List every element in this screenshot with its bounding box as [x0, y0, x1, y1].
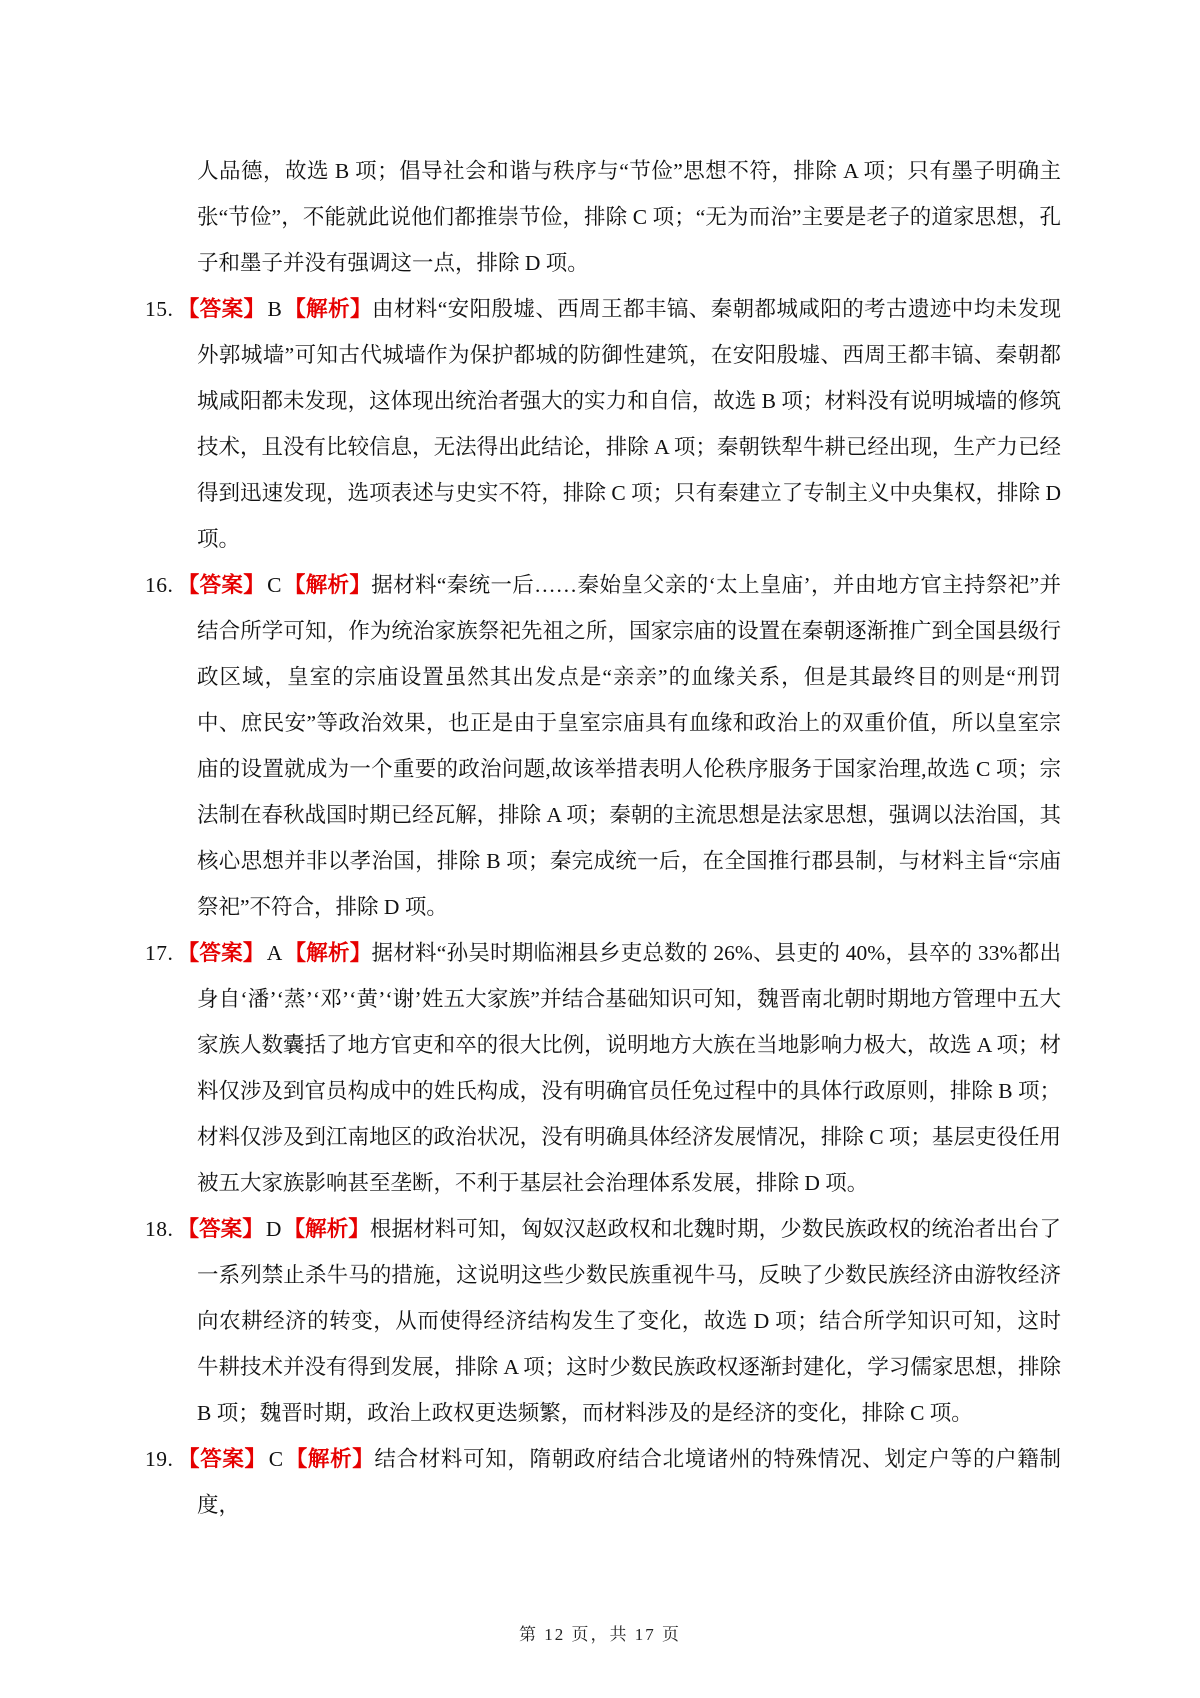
answer-label: 【答案】 [177, 297, 266, 321]
explanation-text: 根据材料可知，匈奴汉赵政权和北魏时期，少数民族政权的统治者出台了一系列禁止杀牛马的措施，这说明这些少数民族重视牛马，反映了少数民族经济由游牧经济向农耕经济的转变，从而使得经济结构发生了变化，故选 D 项；结合所学知识可知，这时牛耕技术并没有得到发展，排除 A 项；这时少数民族政权逐渐封建化，学习儒家思想，排除 B 项；魏晋时期，政治上政权更迭频繁，而材料涉及的是经济的变化，排除 C 项。 [197, 1217, 1061, 1425]
question-number: 17. [145, 941, 174, 965]
analysis-label: 【解析】 [283, 297, 372, 321]
answer-key-content [145, 148, 1061, 1528]
paragraph-q14-continuation [145, 148, 1061, 286]
explanation-text: 据材料“秦统一后……秦始皇父亲的‘太上皇庙’，并由地方官主持祭祀”并结合所学可知，作为统治家族祭祀先祖之所，国家宗庙的设置在秦朝逐渐推广到全国县级行政区域，皇室的宗庙设置虽然其出发点是“亲亲”的血缘关系，但是其最终目的则是“刑罚中、庶民安”等政治效果，也正是由于皇室宗庙具有血缘和政治上的双重价值，所以皇室宗庙的设置就成为一个重要的政治问题,故该举措表明人伦秩序服务于国家治理,故选 C 项；宗法制在春秋战国时期已经瓦解，排除 A 项；秦朝的主流思想是法家思想，强调以法治国，其核心思想并非以孝治国，排除 B 项；秦完成统一后，在全国推行郡县制，与材料主旨“宗庙祭祀”不符合，排除 D 项。 [197, 573, 1061, 919]
analysis-label: 【解析】 [285, 1447, 375, 1471]
answer-label: 【答案】 [177, 573, 266, 597]
answer-item-17 [145, 930, 1061, 1206]
analysis-label: 【解析】 [283, 573, 372, 597]
page-number-text: 第 12 页，共 17 页 [519, 1625, 681, 1644]
question-number: 16. [145, 573, 174, 597]
question-number: 15. [145, 297, 174, 321]
answer-letter: B [267, 297, 282, 321]
answer-letter: D [265, 1217, 282, 1241]
answer-label: 【答案】 [177, 1217, 264, 1241]
answer-item-19 [145, 1436, 1061, 1528]
question-number: 19. [145, 1447, 174, 1471]
explanation-text: 由材料“安阳殷墟、西周王都丰镐、秦朝都城咸阳的考古遗迹中均未发现外郭城墙”可知古代城墙作为保护都城的防御性建筑，在安阳殷墟、西周王都丰镐、秦朝都城咸阳都未发现，这体现出统治者强大的实力和自信，故选 B 项；材料没有说明城墙的修筑技术，且没有比较信息，无法得出此结论，排除 A 项；秦朝铁犁牛耕已经出现，生产力已经得到迅速发现，选项表述与史实不符，排除 C 项；只有秦建立了专制主义中央集权，排除 D 项。 [197, 297, 1061, 551]
q14-continuation-text: 人品德，故选 B 项；倡导社会和谐与秩序与“节俭”思想不符，排除 A 项；只有墨子明确主张“节俭”，不能就此说他们都推崇节俭，排除 C 项；“无为而治”主要是老子的道家思想，孔子和墨子并没有强调这一点，排除 D 项。 [197, 159, 1061, 275]
answer-item-18 [145, 1206, 1061, 1436]
answer-letter: C [267, 573, 282, 597]
answer-letter: A [266, 941, 283, 965]
analysis-label: 【解析】 [283, 1217, 370, 1241]
question-number: 18. [145, 1217, 174, 1241]
explanation-text: 结合材料可知，隋朝政府结合北境诸州的特殊情况、划定户等的户籍制度， [197, 1447, 1061, 1517]
answer-item-15 [145, 286, 1061, 562]
explanation-text: 据材料“孙吴时期临湘县乡吏总数的 26%、县吏的 40%，县卒的 33%都出身自‘潘’‘蒸’‘邓’‘黄’‘谢’姓五大家族”并结合基础知识可知，魏晋南北朝时期地方管理中五大家族人数囊括了地方官吏和卒的很大比例，说明地方大族在当地影响力极大，故选 A 项；材料仅涉及到官员构成中的姓氏构成，没有明确官员任免过程中的具体行政原则，排除 B 项；材料仅涉及到江南地区的政治状况，没有明确具体经济发展情况，排除 C 项；基层吏役任用被五大家族影响甚至垄断，不利于基层社会治理体系发展，排除 D 项。 [197, 941, 1061, 1195]
answer-letter: C [268, 1447, 284, 1471]
page-footer [0, 1620, 1200, 1645]
answer-item-16 [145, 562, 1061, 930]
answer-label: 【答案】 [177, 1447, 267, 1471]
answer-label: 【答案】 [177, 941, 265, 965]
analysis-label: 【解析】 [284, 941, 372, 965]
